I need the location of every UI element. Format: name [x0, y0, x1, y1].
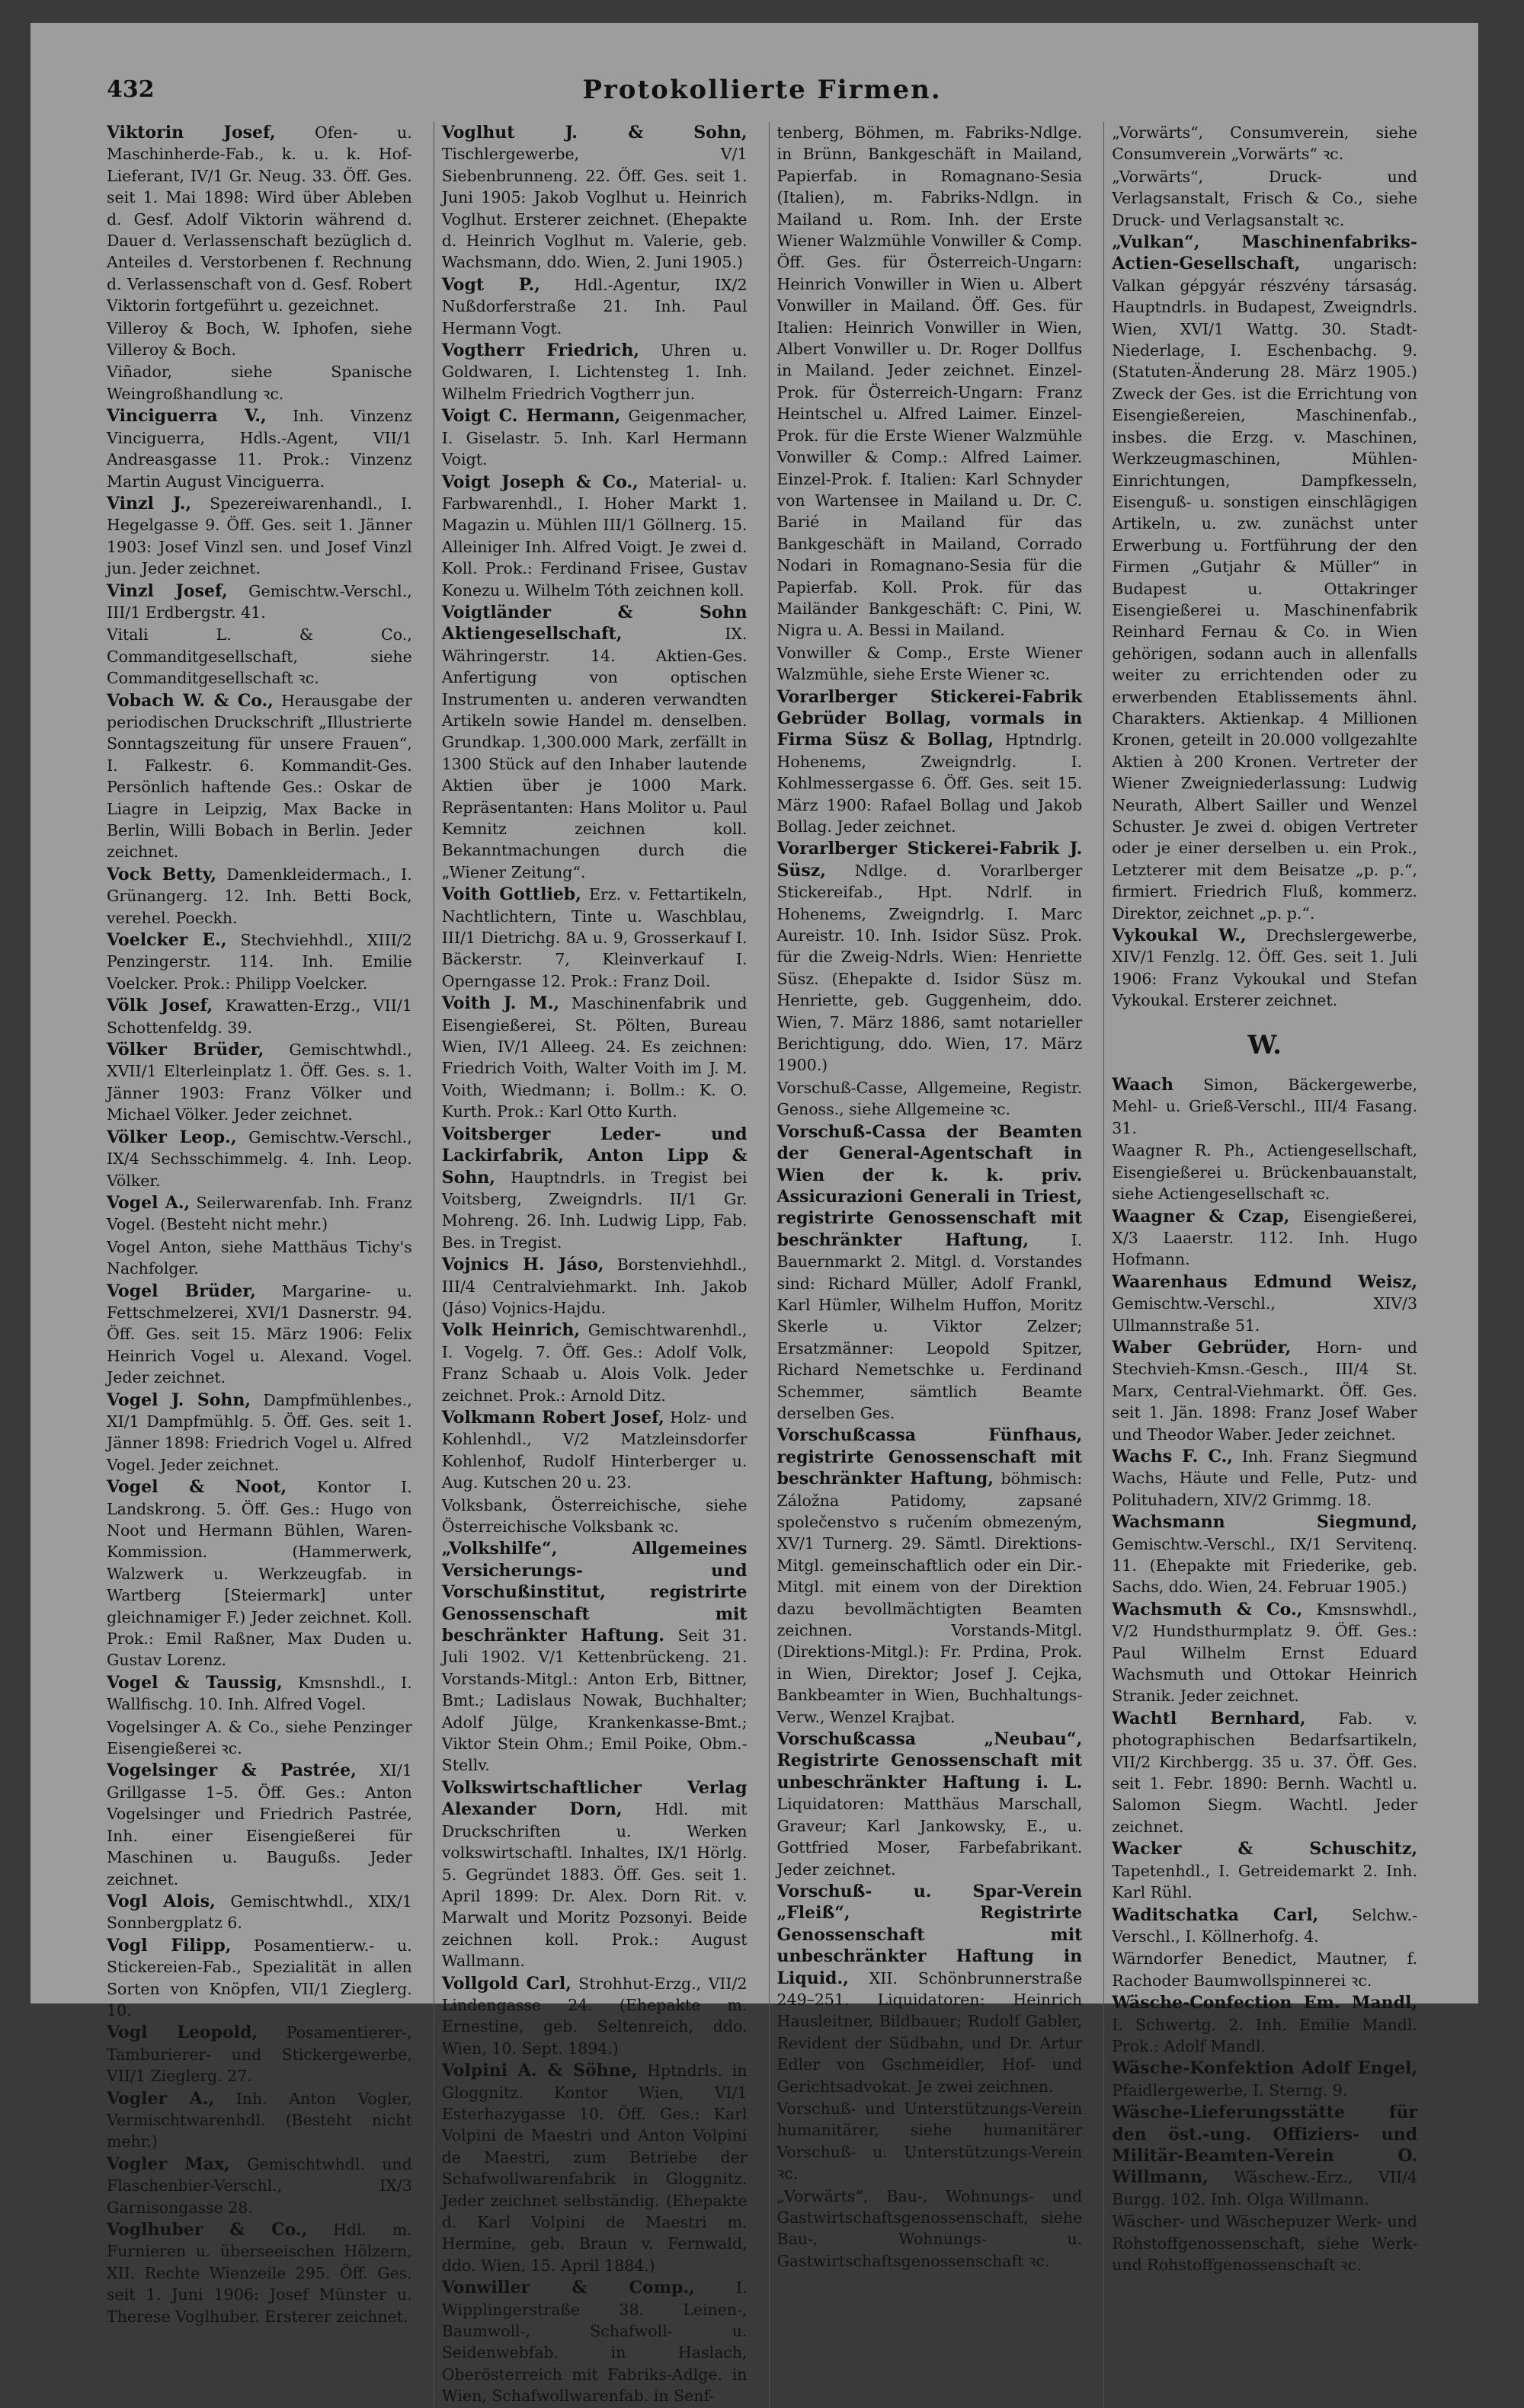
firm-details: Inh. Franz Siegmund Wachs, Häute und Felle, Putz- und Polituhadern, XIV/2 Grimmg. 18. [1112, 1447, 1418, 1509]
firm-name: „Volkshilfe“, Allgemeines Versicherungs- und Vorschußinstitut, registrirte Genossenschaft mit beschränkter Haftung. [441, 1539, 748, 1646]
firm-name: Volpini A. & Söhne, [441, 2061, 638, 2081]
firm-entry [107, 2088, 412, 2153]
firm-details: Damenkleidermach., I. Grünangerg. 12. Inh. Betti Bock, verehel. Poeckh. [107, 865, 412, 927]
columns [107, 122, 1417, 2408]
firm-details: Gemischtw.-Verschl., IX/4 Sechsschimmelg. 4. Inh. Leop. Völker. [107, 1127, 412, 1190]
firm-entry [442, 340, 748, 405]
firm-entry [107, 1192, 412, 1236]
firm-details: Inh. Vinzenz Vinciguerra, Hdls.-Agent, VII/1 Andreasgasse 11. Prok.: Vinzenz Martin August Vinciguerra. [107, 407, 412, 491]
firm-entry [777, 122, 1083, 641]
firm-entry [442, 1777, 748, 1972]
firm-entry [442, 1538, 748, 1776]
firm-details: Wäschew.-Erz., VII/4 Burgg. 102. Inh. Olga Willmann. [1112, 2168, 1417, 2208]
firm-details: Horn- und Stechvieh-Kmsn.-Gesch., III/4 St. Marx, Central-Viehmarkt. Öff. Ges. seit 1. Jän. 1898: Franz Josef Waber und Theodor Waber. Jeder zeichnet. [1112, 1338, 1417, 1444]
firm-details: Wärndorfer Benedict, Mautner, f. Rachoder Baumwollspinnerei ꝛc. [1112, 1949, 1417, 1990]
firm-entry [1112, 1074, 1417, 1139]
firm-details: Strohhut-Erzg., VII/2 Lindengasse 24. (Ehepakte m. Ernestine, geb. Seltenreich, ddo. Wien, 10. Sept. 1894.) [441, 1974, 748, 2058]
firm-entry [442, 884, 748, 992]
firm-entry [1112, 1948, 1417, 1991]
firm-entry [1112, 1708, 1417, 1837]
firm-details: Pfaidlergewerbe, I. Sterng. 9. [1112, 2080, 1348, 2099]
firm-name: Voelcker E., [107, 930, 227, 951]
firm-name: Waditschatka Carl, [1112, 1904, 1319, 1925]
firm-name: Vogl Alois, [107, 1891, 216, 1911]
firm-details: Borstenviehhdl., III/4 Centralviehmarkt. Inh. Jakob (Jáso) Vojnics-Hajdu. [441, 1255, 748, 1317]
firm-name: Waarenhaus Edmund Weisz, [1112, 1271, 1417, 1292]
firm-details: Vogelsinger A. & Co., siehe Penzinger Eisengießerei ꝛc. [107, 1717, 412, 1758]
firm-details: Eisengießerei, X/3 Laaerstr. 112. Inh. Hugo Hofmann. [1112, 1207, 1417, 1269]
firm-name: Vorschußcassa „Neubau“, Registrirte Genossenschaft mit unbeschränkter Haftung i. L. [776, 1729, 1083, 1792]
firm-entry [777, 642, 1083, 686]
firm-details: tenberg, Böhmen, m. Fabriks-Ndlge. in Brünn, Bankgeschäft in Mailand, Papierfab. in Romagnano-Sesia (Italien), m. Fabriks-Ndlgn. in Mailand u. Rom. Inh. der Erste Wiener Walzmühle Vonwiller & Comp. Öff. Ges. für Österreich-Ungarn: Heinrich Vonwiller in Wien u. Albert Vonwiller in Mailand. Öff. Ges. für Italien: Heinrich Vonwiller in Wien, Albert Vonwiller u. Dr. Roger Dollfus in Mailand. Jeder zeichnet. Einzel-Prok. für Österreich-Ungarn: Franz Heintschel u. Alfred Laimer. Einzel-Prok. für die Erste Wiener Walzmühle Vonwiller & Comp.: Alfred Laimer. Einzel-Prok. f. Italien: Karl Schnyder von Wartensee in Mailand u. Dr. C. Barié in Mailand für das Bankgeschäft in Mailand, Corrado Nodari in Romagnano-Sesia für die Papierfab. Koll. Prok. für das Mailänder Bankgeschäft: C. Pini, W. Nigra u. A. Bessi in Mailand. [776, 123, 1083, 640]
firm-entry [777, 838, 1083, 1076]
firm-details: Gemischtwhdl. und Flaschenbier-Verschl., IX/3 Garnisongasse 28. [107, 2154, 412, 2217]
firm-entry [442, 405, 748, 470]
firm-entry [442, 1407, 748, 1494]
firm-details: Hptndrls. in Gloggnitz. Kontor Wien, VI/1 Esterhazygasse 10. Öff. Ges.: Karl Volpini de Maestri und Anton Volpini de Maestri, zum Betriebe der Schafwollwarenfabrik in Gloggnitz. Jeder zeichnet selbständig. (Ehepakte d. Karl Volpini de Maestri m. Hermine, geb. Braun v. Fernwald, ddo. Wien, 15. April 1884.) [441, 2061, 748, 2275]
firm-entry [107, 1891, 412, 1934]
firm-entry [107, 1039, 412, 1126]
firm-name: Völker Brüder, [107, 1040, 264, 1060]
firm-details: Wäscher- und Wäschepuzer Werk- und Rohstoffgenossenschaft, siehe Werk- und Rohstoffgenossenschaft ꝛc. [1112, 2212, 1417, 2274]
section-letter-heading: W. [1247, 1029, 1282, 1060]
firm-name: Vonwiller & Comp., [441, 2278, 695, 2298]
firm-details: XI/1 Grillgasse 1–5. Öff. Ges.: Anton Vogelsinger und Friedrich Pastrée, Inh. einer Eisengießerei für Maschinen u. Baugußs. Jeder zeichnet. [107, 1761, 412, 1888]
firm-entry [107, 122, 412, 317]
firm-entry [107, 1760, 412, 1889]
firm-name: Vykoukal W., [1112, 926, 1247, 946]
firm-details: böhmisch: Záložna Patidomy, zapsané společenstvo s ručením obmezeným, XV/1 Turnerg. 29. Sämtl. Direktions-Mitgl. gemeinschaftlich oder ein Dir.-Mitgl. mit einem von der Direktion dazu bevollmächtigten Beamten zeichnen. Vorstands-Mitgl. (Direktions-Mitgl.): Fr. Prdina, Prok. in Wien, Direktor; Josef J. Cejka, Bankbeamter in Wien, Buchhaltungs-Verw., Wenzel Krajbat. [776, 1469, 1083, 1726]
firm-name: Voitsberger Leder- und Lackirfabrik, Anton Lipp & Sohn, [441, 1124, 748, 1188]
firm-name: Waach [1112, 1075, 1173, 1095]
firm-name: Völker Leop., [107, 1127, 237, 1147]
firm-entry [1112, 1446, 1417, 1511]
firm-name: Volkmann Robert Josef, [441, 1407, 664, 1428]
firm-entry [777, 1077, 1083, 1121]
firm-details: XII. Schönbrunnerstraße 249–251. Liquidatoren: Heinrich Hausleitner, Bildbauer; Rudolf Gabler, Revident der Südbahn, und Dr. Artur Edler von Gschmeidler, Hof- und Gerichtsadvokat. Je zwei zeichnen. [776, 1968, 1083, 2096]
firm-entry [777, 2098, 1083, 2185]
firm-name: Vollgold Carl, [441, 1973, 572, 1994]
column-4 [1103, 122, 1417, 2408]
firm-details: Erz. v. Fettartikeln, Nachtlichtern, Tinte u. Waschblau, III/1 Dietrichg. 8A u. 9, Grosserkauf I. Bäckerstr. 7, Kleinverkauf I. Operngasse 12. Prok.: Franz Doil. [441, 885, 748, 990]
firm-details: Simon, Bäckergewerbe, Mehl- u. Grieß-Verschl., III/4 Fasang. 31. [1112, 1076, 1417, 1137]
firm-details: Inh. Anton Vogler, Vermischtwarenhdl. (Besteht nicht mehr.) [107, 2089, 412, 2151]
firm-entry [1112, 1206, 1417, 1271]
firm-entry [442, 2277, 748, 2406]
firm-name: Voigt C. Hermann, [441, 406, 621, 427]
firm-name: Wacker & Schuschitz, [1112, 1839, 1417, 1860]
firm-details: Hauptndrls. in Tregist bei Voitsberg, Zweigndrls. II/1 Gr. Mohreng. 26. Inh. Ludwig Lipp, Fab. Bes. in Tregist. [441, 1168, 748, 1252]
firm-name: Vinciguerra V., [107, 406, 267, 427]
firm-name: Vogel J. Sohn, [107, 1389, 251, 1410]
firm-name: Vogl Leopold, [107, 2023, 258, 2043]
firm-entry [107, 1935, 412, 2022]
firm-entry [107, 995, 412, 1038]
firm-name: Voigt Joseph & Co., [441, 472, 639, 492]
firm-entry [107, 361, 412, 405]
firm-details: Gemischtw.-Verschl., III/1 Erdbergstr. 41. [107, 581, 412, 622]
running-title: Protokollierte Firmen. [582, 75, 942, 105]
firm-name: Vorarlberger Stickerei-Fabrik J. Süsz, [776, 839, 1083, 881]
firm-entry [777, 686, 1083, 838]
firm-details: I. Bauernmarkt 2. Mitgl. d. Vorstandes sind: Richard Müller, Adolf Frankl, Karl Hümler, Wilhelm Huffon, Moritz Skerle u. Viktor Zelzer; Ersatzmänner: Leopold Spitzer, Richard Nemetschke u. Ferdinand Schemmer, sämtlich Beamte derselben Ges. [776, 1230, 1083, 1422]
firm-details: Gemischtwarenhdl., I. Vogelg. 7. Öff. Ges.: Adolf Volk, Franz Schaab u. Alois Volk. Jeder zeichnet. Prok.: Arnold Ditz. [441, 1321, 748, 1405]
firm-details: Fab. v. photographischen Bedarfsartikeln, VII/2 Kirchbergg. 35 u. 37. Öff. Ges. seit 1. Febr. 1890: Bernh. Wachtl u. Salomon Siegm. Wachtl. Jeder zeichnet. [1112, 1709, 1417, 1836]
firm-details: Hdl.-Agentur, IX/2 Nußdorferstraße 21. Inh. Paul Hermann Vogt. [441, 275, 748, 337]
firm-name: Vogt P., [441, 274, 540, 295]
firm-name: Voigtländer & Sohn Aktiengesellschaft, [441, 602, 748, 644]
firm-entry [777, 1728, 1083, 1880]
firm-name: Voith Gottlieb, [441, 884, 581, 905]
firm-entry [107, 580, 412, 624]
firm-details: Krawatten-Erzg., VII/1 Schottenfeldg. 39. [107, 996, 412, 1037]
firm-entry [1112, 232, 1417, 924]
firm-name: Vorschußcassa Fünfhaus, registrirte Genossenschaft mit beschränkter Haftung, [776, 1425, 1083, 1489]
firm-entry [107, 493, 412, 580]
firm-name: Wäsche-Lieferungsstätte für den öst.-ung. Offiziers- und Militär-Beamten-Verein O. Willmann, [1112, 2103, 1417, 2188]
firm-entry [1112, 1271, 1417, 1336]
firm-entry [107, 1716, 412, 1760]
firm-details: Drechslergewerbe, XIV/1 Fenzlg. 12. Öff. Ges. seit 1. Juli 1906: Franz Vykoukal und Stefan Vykoukal. Ersterer zeichnet. [1112, 926, 1417, 1010]
firm-name: Voith J. M., [441, 993, 560, 1014]
firm-details: Hptndrlg. Hohenems, Zweigndrlg. I. Kohlmessergasse 6. Öff. Ges. seit 15. März 1900: Rafael Bollag und Jakob Bollag. Jeder zeichnet. [776, 731, 1083, 836]
firm-entry [1112, 1511, 1417, 1598]
firm-details: Maschinenfabrik und Eisengießerei, St. Pölten, Bureau Wien, IV/1 Alleeg. 24. Es zeichnen: Friedrich Voith, Walter Voith im J. M. Voith, Wiedmann; i. Bollm.: K. O. Kurth. Prok.: Karl Otto Kurth. [441, 994, 748, 1121]
firm-name: „Vulkan“, Maschinenfabriks-Actien-Gesellschaft, [1112, 232, 1417, 274]
firm-name: Volk Heinrich, [441, 1320, 581, 1341]
firm-entry [107, 690, 412, 863]
firm-details: Tapetenhdl., I. Getreidemarkt 2. Inh. Karl Rühl. [1112, 1861, 1417, 1902]
firm-entry [107, 624, 412, 689]
firm-name: Vobach W. & Co., [107, 690, 274, 711]
firm-entry [107, 1281, 412, 1389]
page-number: 432 [107, 76, 155, 103]
firm-name: Wachsmann Siegmund, [1112, 1512, 1417, 1533]
firm-entry [777, 1425, 1083, 1728]
firm-name: Vogtherr Friedrich, [441, 341, 639, 361]
column-2 [434, 122, 748, 2408]
firm-entry [1112, 2102, 1417, 2210]
firm-name: Vogler Max, [107, 2154, 230, 2174]
firm-details: Vorschuß- und Unterstützungs-Verein humanitärer, siehe humanitärer Vorschuß- u. Unterstützungs-Verein ꝛc. [776, 2099, 1083, 2183]
firm-entry [107, 1236, 412, 1280]
firm-name: Waber Gebrüder, [1112, 1337, 1292, 1357]
firm-details: „Vorwärts“, Consumverein, siehe Consumverein „Vorwärts“ ꝛc. [1112, 123, 1417, 164]
firm-details: ungarisch: Valkan gépgyár részvény társaság. Hauptndrls. in Budapest, Zweigndrls. Wien, XVI/1 Wattg. 30. Stadt-Niederlage, I. Eschenbachg. 9. (Statuten-Änderung 28. März 1905.) Zweck der Ges. ist die Errichtung von Eisengießereien, Maschinenfab., insbes. die Erzg. v. Maschinen, Werkzeugmaschinen, Mühlen-Einrichtungen, Dampfkesseln, Eisenguß- u. sonstigen einschlägigen Artikeln, u. zw. zunächst unter Erwerbung u. Fortführung der den Firmen „Gutjahr & Müller“ in Budapest u. Ottakringer Eisengießerei u. Maschinenfabrik Reinhard Fernau & Co. in Wien gehörigen, sodann auch in allenfalls weiter zu errichtenden oder zu erwerbenden Etablissements ähnl. Charakters. Aktienkap. 4 Millionen Kronen, geteilt in 20.000 vollgezahlte Aktien à 200 Kronen. Vertreter der Wiener Zweigniederlassung: Ludwig Neurath, Albert Sailler und Wenzel Schuster. Je zwei d. obigen Vertreter oder je einer derselben u. ein Prok., Letzterer mit dem Beisatze „p. p.“, firmiert. Friedrich Fluß, kommerz. Direktor, zeichnet „p. p.“. [1112, 254, 1417, 923]
firm-details: „Vorwärts“, Druck- und Verlagsanstalt, Frisch & Co., siehe Druck- und Verlagsanstalt ꝛc. [1112, 167, 1417, 229]
firm-details: Viñador, siehe Spanische Weingroßhandlung ꝛc. [107, 363, 412, 403]
firm-details: IX. Währingerstr. 14. Aktien-Ges. Anfertigung von optischen Instrumenten u. anderen verwandten Artikeln sowie Handel m. denselben. Grundkap. 1,300.000 Mark, zerfällt in 1300 Stück auf den Inhaber lautende Aktien über je 1000 Mark. Repräsentanten: Hans Molitor u. Paul Kemnitz zeichnen koll. Bekanntmachungen durch die „Wiener Zeitung“. [441, 625, 748, 881]
firm-details: Tischlergewerbe, V/1 Siebenbrunneng. 22. Öff. Ges. seit 1. Juni 1905: Jakob Voglhut u. Heinrich Voglhut. Ersterer zeichnet. (Ehepakte d. Heinrich Voglhut m. Valerie, geb. Wachsmann, ddo. Wien, 2. Juni 1905.) [441, 145, 748, 272]
firm-entry [777, 2186, 1083, 2272]
firm-entry [1112, 122, 1417, 165]
firm-name: Voglhuber & Co., [107, 2220, 308, 2240]
firm-details: Hdl. m. Furnieren u. überseeischen Hölzern, XII. Rechte Wienzeile 295. Öff. Ges. seit 1. Juni 1906: Josef Münster u. Therese Voglhuber. Ersterer zeichnet. [107, 2221, 412, 2326]
firm-details: Posamentierw.- u. Stickereien-Fab., Spezialität in allen Sorten von Knöpfen, VII/1 Zieglerg. 10. [107, 1936, 412, 2019]
column-3 [769, 122, 1083, 2408]
firm-entry [107, 405, 412, 492]
firm-name: Wachs F. C., [1112, 1446, 1233, 1466]
firm-entry [1112, 166, 1417, 231]
firm-name: Vorschuß-Cassa der Beamten der General-Agentschaft in Wien der k. k. priv. Assicurazioni Generali in Triest, registrirte Genossenschaft mit beschränkter Haftung, [776, 1121, 1083, 1250]
firm-entry [1112, 2058, 1417, 2101]
firm-entry [1112, 925, 1417, 1012]
firm-entry [1112, 1599, 1417, 1707]
firm-name: Wachtl Bernhard, [1112, 1708, 1306, 1728]
firm-name: Waagner & Czap, [1112, 1206, 1290, 1226]
firm-entry [442, 1124, 748, 1253]
firm-entry [107, 1672, 412, 1716]
firm-details: Stechviehhdl., XIII/2 Penzingerstr. 114. Inh. Emilie Voelcker. Prok.: Philipp Voelcker. [107, 931, 412, 993]
firm-details: Herausgabe der periodischen Druckschrift „Illustrierte Sonntagszeitung für unsere Frauen“, I. Falkestr. 6. Kommandit-Ges. Persönlich haftende Ges.: Oskar de Liagre in Leipzig, Max Backe in Berlin, Willi Bobach in Berlin. Jeder zeichnet. [107, 691, 412, 862]
firm-details: „Vorwärts“, Bau-, Wohnungs- und Gastwirtschaftsgenossenschaft, siehe Bau-, Wohnungs- u. Gastwirtschaftsgenossenschaft ꝛc. [776, 2186, 1083, 2270]
firm-details: I. Wipplingerstraße 38. Leinen-, Baumwoll-, Schafwoll- u. Seidenwebfab. in Haslach, Oberösterreich mit Fabriks-Adlge. in Wien, Schafwollwarenfab. in Senf- [441, 2278, 748, 2406]
firm-entry [107, 2022, 412, 2087]
column-1 [107, 122, 412, 2408]
firm-details: Villeroy & Boch, W. Iphofen, siehe Villeroy & Boch. [107, 318, 412, 360]
firm-details: Vorschuß-Casse, Allgemeine, Registr. Genoss., siehe Allgemeine ꝛc. [776, 1078, 1083, 1119]
firm-entry [1112, 2211, 1417, 2275]
firm-entry [442, 602, 748, 883]
firm-details: Margarine- u. Fettschmelzerei, XVI/1 Dasnerstr. 94. Öff. Ges. seit 15. März 1906: Felix Heinrich Vogel u. Alexand. Vogel. Jeder zeichnet. [107, 1281, 412, 1387]
firm-entry [777, 1881, 1083, 2097]
firm-entry [1112, 1904, 1417, 1948]
firm-entry [107, 1389, 412, 1476]
firm-name: Vorschuß- u. Spar-Verein „Fleiß“, Registrirte Genossenschaft mit unbeschränkter Haftung in Liquid., [776, 1881, 1083, 1988]
firm-entry [442, 1973, 748, 2060]
directory-page [30, 23, 1478, 2406]
firm-entry [1112, 1992, 1417, 2057]
firm-entry [107, 2154, 412, 2218]
firm-name: Vogel & Taussig, [107, 1672, 283, 1693]
firm-entry [1112, 1337, 1417, 1445]
firm-details: Spezereiwarenhandl., I. Hegelgasse 9. Öff. Ges. seit 1. Jänner 1903: Josef Vinzl sen. und Josef Vinzl jun. Jeder zeichnet. [107, 494, 412, 578]
firm-details: Liquidatoren: Matthäus Marschall, Graveur; Karl Jankowsky, E., u. Gottfried Moser, Farbefabrikant. Jeder zeichnet. [776, 1795, 1083, 1879]
firm-details: Seit 31. Juli 1902. V/1 Kettenbrückeng. 21. Vorstands-Mitgl.: Anton Erb, Bittner, Bmt.; Ladislaus Nowak, Buchhalter; Adolf Jülge, Krankenkasse-Bmt.; Viktor Stein Ohm.; Emil Poike, Obm.-Stellv. [441, 1626, 748, 1775]
firm-name: Vogl Filipp, [107, 1935, 232, 1956]
firm-entry [107, 1476, 412, 1671]
firm-details: Waagner R. Ph., Actiengesellschaft, Eisengießerei u. Brückenbauanstalt, siehe Actiengesellschaft ꝛc. [1112, 1141, 1417, 1204]
firm-name: Vock Betty, [107, 864, 217, 884]
firm-details: Material- u. Farbwarenhdl., I. Hoher Markt 1. Magazin u. Mühlen III/1 Göllnerg. 15. Alleiniger Inh. Alfred Voigt. Je zwei d. Koll. Prok.: Ferdinand Frisee, Gustav Konezu u. Wilhelm Tóth zeichnen koll. [441, 472, 748, 600]
firm-name: Wäsche-Confection Em. Mandl, [1112, 1993, 1417, 2013]
firm-entry [442, 2060, 748, 2276]
firm-entry [107, 2219, 412, 2327]
firm-name: Vojnics H. Jáso, [441, 1255, 604, 1275]
firm-details: Vitali L. & Co., Commanditgesellschaft, siehe Commanditgesellschaft ꝛc. [107, 625, 412, 688]
firm-details: Geigenmacher, I. Giselastr. 5. Inh. Karl Hermann Voigt. [441, 407, 748, 469]
firm-details: Volksbank, Österreichische, siehe Österreichische Volksbank ꝛc. [441, 1495, 748, 1536]
firm-details: Gemischtw.-Verschl., IX/1 Servitenq. 11. (Ehepakte mit Friederike, geb. Sachs, ddo. Wien, 24. Februar 1905.) [1112, 1534, 1417, 1597]
firm-name: Volkswirtschaftlicher Verlag Alexander Dorn, [441, 1777, 748, 1820]
firm-name: Vorarlberger Stickerei-Fabrik Gebrüder Bollag, vormals in Firma Süsz & Bollag, [776, 686, 1083, 750]
firm-details: Vogel Anton, siehe Matthäus Tichy's Nachfolger. [107, 1237, 412, 1278]
firm-name: Vogler A., [107, 2088, 215, 2109]
firm-details: Kmsnshdl., I. Wallfischg. 10. Inh. Alfred Vogel. [107, 1673, 412, 1714]
firm-entry [107, 318, 412, 361]
firm-entry [442, 122, 748, 273]
firm-details: Ofen- u. Maschinherde-Fab., k. u. k. Hof-Lieferant, IV/1 Gr. Neug. 33. Öff. Ges. seit 1. Mai 1898: Wird über Ableben d. Gesf. Adolf Viktorin während d. Dauer d. Verlassenschaft bezüglich d. Anteiles d. Verstorbenen f. Rechnung d. Verlassenschaft von d. Gesf. Robert Viktorin fortgeführt u. gezeichnet. [107, 123, 412, 315]
firm-name: Vinzl J., [107, 493, 192, 513]
firm-name: Völk Josef, [107, 996, 213, 1016]
firm-details: Posamentierer-, Tamburierer- und Stickergewerbe, VII/1 Zieglerg. 27. [107, 2023, 412, 2086]
firm-name: Voglhut J. & Sohn, [441, 123, 748, 142]
firm-entry [107, 864, 412, 929]
firm-details: Kontor I. Landskrong. 5. Öff. Ges.: Hugo von Noot und Hermann Bühlen, Waren-Kommission. (Hammerwerk, Walzwerk u. Werkzeugfab. in Wartberg [Steiermark] unter gleichnamiger F.) Jeder zeichnet. Koll. Prok.: Emil Raßner, Max Duden u. Gustav Lorenz. [107, 1478, 412, 1670]
firm-name: Vogel Brüder, [107, 1281, 256, 1301]
firm-details: Uhren u. Goldwaren, I. Lichtensteg 1. Inh. Wilhelm Friedrich Vogtherr jun. [441, 341, 748, 403]
firm-name: Viktorin Josef, [107, 123, 276, 142]
firm-details: Dampfmühlenbes., XI/1 Dampfmühlg. 5. Öff. Ges. seit 1. Jänner 1898: Friedrich Vogel u. Alfred Vogel. Jeder zeichnet. [107, 1390, 412, 1474]
firm-name: Wachsmuth & Co., [1112, 1599, 1303, 1620]
firm-details: Selchw.-Verschl., I. Köllnerhofg. 4. [1112, 1905, 1417, 1946]
firm-details: I. Schwertg. 2. Inh. Emilie Mandl. Prok.: Adolf Mandl. [1112, 2015, 1417, 2055]
firm-name: Vogel & Noot, [107, 1477, 287, 1498]
firm-details: Holz- und Kohlenhdl., V/2 Matzleinsdorfer Kohlenhof, Rudolf Hinterberger u. Aug. Kutschen 20 u. 23. [441, 1408, 748, 1492]
firm-entry [1112, 1838, 1417, 1903]
firm-name: Wäsche-Konfektion Adolf Engel, [1112, 2058, 1417, 2079]
firm-details: Gemischtwhdl., XVII/1 Elterleinplatz 1. Öff. Ges. s. 1. Jänner 1903: Franz Völker und Michael Völker. Jeder zeichnet. [107, 1041, 412, 1124]
firm-entry [442, 472, 748, 601]
firm-entry [442, 1495, 748, 1538]
firm-entry [442, 274, 748, 339]
firm-entry [442, 1319, 748, 1406]
firm-details: Hdl. mit Druckschriften u. Werken volkswirtschaftl. Inhaltes, IX/1 Hörlg. 5. Gegründet 1883. Öff. Ges. seit 1. April 1899: Dr. Alex. Dorn Rit. v. Marwalt und Moritz Pozsonyi. Beide zeichnen koll. Prok.: August Wallmann. [441, 1800, 748, 1971]
firm-details: Vonwiller & Comp., Erste Wiener Walzmühle, siehe Erste Wiener ꝛc. [776, 643, 1083, 684]
firm-name: Vogel A., [107, 1192, 190, 1213]
firm-details: Ndlge. d. Vorarlberger Stickereifab., Hpt. Ndrlf. in Hohenems, Zweigndrlg. I. Marc Aureistr. 10. Inh. Isidor Süsz. Prok. für die Zweig-Ndrls. Wien: Henriette Süsz. (Ehepakte d. Isidor Süsz m. Henriette, geb. Guggenheim, ddo. Wien, 7. März 1886, samt notarieller Berichtigung, ddo. Wien, 17. März 1900.) [776, 861, 1083, 1075]
firm-entry [442, 993, 748, 1122]
firm-entry [1112, 1140, 1417, 1204]
page-header [107, 69, 1417, 122]
firm-details: Seilerwarenfab. Inh. Franz Vogel. (Besteht nicht mehr.) [107, 1193, 412, 1234]
firm-details: Gemischtwhdl., XIX/1 Sonnbergplatz 6. [107, 1892, 412, 1933]
firm-entry [107, 929, 412, 994]
firm-entry [107, 1127, 412, 1191]
firm-details: Kmsnswhdl., V/2 Hundsthurmplatz 9. Öff. Ges.: Paul Wilhelm Ernst Eduard Wachsmuth und Ottokar Heinrich Stranik. Jeder zeichnet. [1112, 1600, 1417, 1706]
firm-entry [442, 1254, 748, 1319]
firm-entry [777, 1121, 1083, 1425]
firm-details: Gemischtw.-Verschl., XIV/3 Ullmannstraße 51. [1112, 1294, 1417, 1335]
firm-name: Vinzl Josef, [107, 580, 228, 601]
firm-name: Vogelsinger & Pastrée, [107, 1760, 357, 1781]
